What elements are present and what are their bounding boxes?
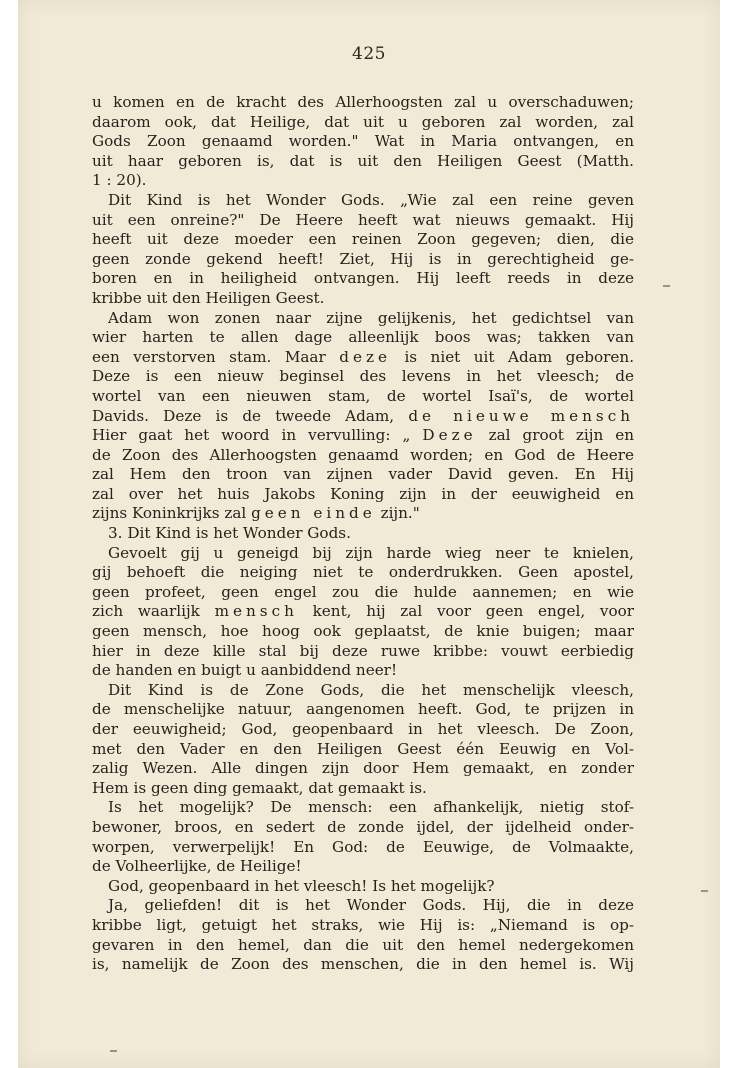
- line-text: Is het mogelijk? De mensch: een afhankelijk, nietig stof-: [108, 798, 634, 817]
- line-text: geen profeet, geen engel zou die hulde aannemen; en wie: [92, 582, 634, 601]
- emphasis-text: geen einde: [251, 504, 376, 523]
- line-text: gij behoeft die neiging niet te onderdrukken. Geen apostel,: [92, 563, 634, 582]
- text-line: [92, 504, 634, 524]
- text-line: [92, 936, 634, 956]
- emphasis-text: de nieuwe mensch: [408, 406, 634, 425]
- line-text: Davids. Deze is de tweede Adam,: [92, 406, 395, 425]
- line-text: de Zoon des Allerhoogsten genaamd worden; en God de Heere: [92, 445, 634, 464]
- line-text: zijns Koninkrijks zal: [92, 504, 247, 523]
- margin-mark: [701, 890, 708, 892]
- text-line: [92, 779, 634, 799]
- text-line: [92, 720, 634, 740]
- text-line: [92, 838, 634, 858]
- line-text: heeft uit deze moeder een reinen Zoon gegeven; dien, die: [92, 230, 634, 249]
- text-line: [92, 250, 634, 270]
- line-text: wier harten te allen dage alleenlijk boos was; takken van: [92, 328, 634, 347]
- line-text: Hem is geen ding gemaakt, dat gemaakt is.: [92, 778, 427, 797]
- line-text: uit een onreine?" De Heere heeft wat nieuws gemaakt. Hij: [92, 210, 634, 229]
- line-text: u komen en de kracht des Allerhoogsten zal u overschaduwen;: [92, 93, 634, 111]
- line-text: kribbe uit den Heiligen Geest.: [92, 288, 325, 307]
- line-text: is, namelijk de Zoon des menschen, die in den hemel is. Wij: [92, 955, 634, 974]
- line-text: uit haar geboren is, dat is uit den Heiligen Geest (Matth.: [92, 151, 634, 170]
- line-text: worpen, verwerpelijk! En God: de Eeuwige, de Volmaakte,: [92, 837, 634, 856]
- line-text: God, geopenbaard in het vleesch! Is het mogelijk?: [108, 876, 495, 895]
- text-line: [92, 367, 634, 387]
- line-text: een verstorven stam. Maar: [92, 347, 326, 366]
- line-text: de Volheerlijke, de Heilige!: [92, 857, 302, 876]
- text-line: [92, 759, 634, 779]
- line-text: Dit Kind is het Wonder Gods. „Wie zal een reine geven: [108, 190, 634, 209]
- text-line: [92, 289, 634, 309]
- page-number: 425: [352, 44, 386, 64]
- line-text: Ja, geliefden! dit is het Wonder Gods. Hij, die in deze: [108, 896, 634, 915]
- text-line: [92, 798, 634, 818]
- text-line: [92, 740, 634, 760]
- book-page: [18, 0, 720, 1068]
- text-line: [92, 916, 634, 936]
- text-line: [92, 465, 634, 485]
- text-line: [92, 544, 634, 564]
- line-text: der eeuwigheid; God, geopenbaard in het vleesch. De Zoon,: [92, 720, 634, 738]
- line-text: gevaren in den hemel, dan die uit den hemel nedergekomen: [92, 935, 634, 954]
- text-line: [92, 328, 634, 348]
- line-text: Gevoelt gij u geneigd bij zijn harde wieg neer te knielen,: [108, 543, 634, 562]
- text-line: [92, 583, 634, 603]
- line-text-after: is niet uit Adam geboren.: [404, 347, 634, 366]
- line-text-after: zal groot zijn en: [488, 426, 634, 445]
- line-text: hier in deze kille stal bij deze ruwe kribbe: vouwt eerbiedig: [92, 641, 634, 660]
- text-line: [92, 622, 634, 642]
- line-text: geen mensch, hoe hoog ook geplaatst, de knie buigen; maar: [92, 622, 634, 641]
- body-text: [92, 93, 634, 975]
- line-text: daarom ook, dat Heilige, dat uit u geboren zal worden, zal: [92, 112, 634, 131]
- text-line: [92, 661, 634, 681]
- line-text: de menschelijke natuur, aangenomen heeft. God, te prijzen in: [92, 700, 634, 719]
- text-line: [92, 700, 634, 720]
- text-line: [92, 211, 634, 231]
- text-line: [92, 602, 634, 622]
- text-line: [92, 896, 634, 916]
- line-text: Dit Kind is de Zone Gods, die het menschelijk vleesch,: [108, 680, 634, 699]
- text-line: [92, 171, 634, 191]
- line-text: met den Vader en den Heiligen Geest één Eeuwig en Vol-: [92, 739, 634, 758]
- line-text: de handen en buigt u aanbiddend neer!: [92, 661, 398, 680]
- line-text: Hier gaat het woord in vervulling: „: [92, 426, 411, 445]
- text-line: [92, 191, 634, 211]
- line-text: kribbe ligt, getuigt het straks, wie Hij is: „Niemand is op-: [92, 915, 634, 934]
- text-line: [92, 524, 634, 544]
- text-line: [92, 485, 634, 505]
- line-text: zalig Wezen. Alle dingen zijn door Hem gemaakt, en zonder: [92, 759, 634, 778]
- text-line: [92, 681, 634, 701]
- line-text: geen zonde gekend heeft! Ziet, Hij is in gerechtigheid ge-: [92, 249, 634, 268]
- line-text: boren en in heiligheid ontvangen. Hij leeft reeds in deze: [92, 269, 634, 288]
- line-text: 1 : 20).: [92, 171, 147, 190]
- text-line: [92, 269, 634, 289]
- text-line: [92, 309, 634, 329]
- line-text-after: zijn.": [380, 504, 420, 523]
- line-text: Gods Zoon genaamd worden." Wat in Maria ontvangen, en: [92, 132, 634, 151]
- text-line: [92, 426, 634, 446]
- text-line: [92, 93, 634, 113]
- margin-mark: [110, 1050, 117, 1052]
- line-text: zich waarlijk: [92, 602, 200, 621]
- text-line: [92, 955, 634, 975]
- emphasis-text: deze: [339, 347, 391, 366]
- text-line: [92, 642, 634, 662]
- line-text: Adam won zonen naar zijne gelijkenis, het gedichtsel van: [108, 308, 634, 327]
- line-text: 3. Dit Kind is het Wonder Gods.: [108, 524, 351, 543]
- text-line: [92, 230, 634, 250]
- emphasis-text: Deze: [422, 426, 477, 445]
- line-text: zal over het huis Jakobs Koning zijn in der eeuwigheid en: [92, 484, 634, 503]
- text-line: [92, 563, 634, 583]
- emphasis-text: mensch: [214, 602, 298, 621]
- line-text: Deze is een nieuw beginsel des levens in het vleesch; de: [92, 367, 634, 386]
- line-text-after: kent, hij zal voor geen engel, voor: [312, 602, 634, 621]
- line-text: wortel van een nieuwen stam, de wortel Isaï's, de wortel: [92, 386, 634, 405]
- text-line: [92, 387, 634, 407]
- text-line: [92, 132, 634, 152]
- line-text: zal Hem den troon van zijnen vader David geven. En Hij: [92, 465, 634, 484]
- text-line: [92, 446, 634, 466]
- text-line: [92, 877, 634, 897]
- text-line: [92, 152, 634, 172]
- text-line: [92, 407, 634, 427]
- margin-mark: [663, 285, 670, 287]
- text-line: [92, 113, 634, 133]
- text-line: [92, 818, 634, 838]
- text-line: [92, 348, 634, 368]
- text-line: [92, 857, 634, 877]
- line-text: bewoner, broos, en sedert de zonde ijdel, der ijdelheid onder-: [92, 817, 634, 836]
